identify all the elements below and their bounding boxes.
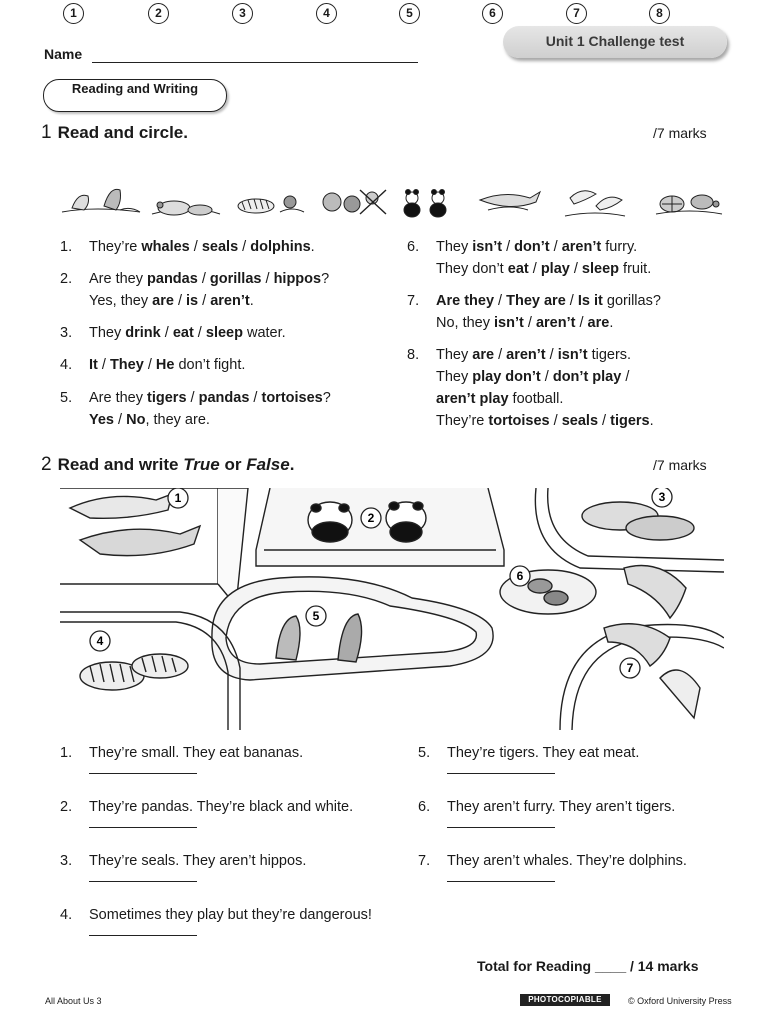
- sentence-text: /: [198, 293, 211, 309]
- sentence-text: don’t fight.: [174, 357, 246, 373]
- q2-heading: [41, 454, 294, 476]
- answer-line[interactable]: [447, 881, 555, 882]
- answer-line[interactable]: [89, 773, 197, 774]
- q1-item-line: [89, 354, 245, 376]
- sentence-text: They: [89, 325, 126, 341]
- scene-label-3-text: 3: [658, 490, 666, 504]
- choice-word[interactable]: play: [540, 261, 570, 277]
- q1-item-line: [89, 409, 331, 431]
- whales-icon: [480, 192, 540, 210]
- sentence-text: /: [545, 347, 558, 363]
- choice-word[interactable]: don’t: [514, 239, 550, 255]
- sentence-text: No, they: [436, 315, 495, 331]
- q2-title-part: or: [219, 455, 247, 474]
- scene-label-2: [361, 508, 381, 528]
- sentence-text: They don’t: [436, 261, 508, 277]
- answer-line[interactable]: [89, 881, 197, 882]
- q2-number: 2: [41, 454, 52, 475]
- q1-item-text: [89, 387, 331, 431]
- sentence-text: tigers.: [587, 347, 632, 363]
- q2-item-text: They aren’t furry. They aren’t tigers.: [447, 799, 676, 815]
- sentence-text: .: [649, 413, 654, 429]
- choice-word[interactable]: tigers: [610, 413, 650, 429]
- animal-picture-strip: [60, 178, 724, 222]
- page-circle-3[interactable]: 3: [232, 3, 253, 24]
- q1-item-line: [436, 388, 654, 410]
- sentence-text: /: [494, 293, 507, 309]
- name-input-line[interactable]: [92, 62, 418, 63]
- sentence-text: /: [186, 390, 199, 406]
- sentence-text: /: [528, 261, 541, 277]
- q1-item-text: [89, 268, 329, 312]
- choice-word[interactable]: No: [126, 412, 146, 428]
- choice-word[interactable]: Are they: [436, 293, 495, 309]
- sentence-text: They: [436, 239, 473, 255]
- sentence-text: Yes, they: [89, 293, 153, 309]
- sentence-text: /: [621, 369, 630, 385]
- sentence-text: /: [502, 239, 515, 255]
- sentence-text: .: [310, 239, 315, 255]
- choice-word[interactable]: sleep: [205, 325, 243, 341]
- choice-word[interactable]: is: [186, 293, 199, 309]
- q2-item-text: They’re pandas. They’re black and white.: [89, 799, 354, 815]
- sentence-text: ?: [322, 390, 331, 406]
- choice-word[interactable]: eat: [172, 325, 194, 341]
- page-circle-7[interactable]: 7: [566, 3, 587, 24]
- sentence-text: /: [189, 239, 202, 255]
- sentence-text: football.: [508, 391, 564, 407]
- choice-word[interactable]: are: [152, 293, 174, 309]
- choice-word[interactable]: It: [89, 357, 98, 373]
- scene-label-5: [306, 606, 326, 626]
- q1-item-number: 7.: [407, 293, 420, 309]
- choice-word[interactable]: pandas: [147, 271, 198, 287]
- choice-word[interactable]: sleep: [581, 261, 620, 277]
- sentence-text: /: [114, 412, 127, 428]
- q2-title: [58, 455, 295, 474]
- sentence-text: /: [249, 390, 262, 406]
- sentence-text: /: [575, 315, 588, 331]
- q2-item-number: 1.: [60, 745, 73, 761]
- q1-item-text: [436, 290, 661, 334]
- choice-word[interactable]: isn’t: [472, 239, 503, 255]
- answer-line[interactable]: [447, 827, 555, 828]
- q1-item-number: 4.: [60, 357, 73, 373]
- page-circle-2[interactable]: 2: [148, 3, 169, 24]
- q2-title-part: .: [289, 455, 295, 474]
- sentence-text: /: [261, 271, 274, 287]
- page-circle-6[interactable]: 6: [482, 3, 503, 24]
- choice-word[interactable]: isn’t: [557, 347, 588, 363]
- scene-label-2-text: 2: [367, 511, 375, 525]
- q2-item-number: 4.: [60, 907, 73, 923]
- scene-label-1-text: 1: [174, 491, 182, 505]
- q1-heading: [41, 122, 188, 144]
- q1-item-line: [436, 258, 651, 280]
- choice-word[interactable]: aren’t: [506, 347, 546, 363]
- hippos-icon: [152, 201, 220, 215]
- q2-item-number: 3.: [60, 853, 73, 869]
- q1-item-line: [89, 236, 315, 258]
- q2-item-text: They’re tigers. They eat meat.: [447, 745, 640, 761]
- q1-item-number: 5.: [60, 390, 73, 406]
- scene-label-4: [90, 631, 110, 651]
- q1-item-line: [89, 290, 329, 312]
- unit-badge: Unit 1 Challenge test: [503, 26, 727, 58]
- choice-word[interactable]: Is it: [577, 293, 603, 309]
- sentence-text: /: [193, 325, 206, 341]
- sentence-text: They’re: [436, 413, 489, 429]
- seals-icon: [62, 189, 140, 212]
- q1-item-line: [436, 290, 661, 312]
- q1-item-text: [89, 236, 315, 258]
- sentence-text: /: [494, 347, 507, 363]
- zoo-scene: [60, 488, 724, 730]
- choice-word[interactable]: dolphins: [250, 239, 311, 255]
- q2-title-part: Read and write: [57, 455, 184, 474]
- choice-word[interactable]: aren’t: [561, 239, 602, 255]
- q2-item-number: 7.: [418, 853, 431, 869]
- q1-item-line: [436, 312, 661, 334]
- choice-word[interactable]: gorillas: [209, 271, 262, 287]
- q2-item-number: 6.: [418, 799, 431, 815]
- q2-item-text: They aren’t whales. They’re dolphins.: [447, 853, 687, 869]
- sentence-text: .: [609, 315, 614, 331]
- q1-item-line: [436, 236, 651, 258]
- choice-word[interactable]: drink: [125, 325, 161, 341]
- q1-item-line: [89, 322, 286, 344]
- sentence-text: /: [173, 293, 187, 309]
- q1-item-number: 2.: [60, 271, 73, 287]
- q1-item-text: [89, 354, 245, 376]
- sentence-text: /: [197, 271, 210, 287]
- total-reading-marks: Total for Reading ____ / 14 marks: [477, 958, 699, 974]
- sentence-text: They: [436, 347, 473, 363]
- scene-label-7-text: 7: [626, 661, 634, 675]
- answer-line[interactable]: [89, 827, 197, 828]
- sentence-text: /: [565, 293, 578, 309]
- tortoises-icon: [656, 195, 722, 214]
- scene-label-5-text: 5: [312, 609, 320, 623]
- scene-label-6-text: 6: [516, 569, 524, 583]
- sentence-text: They: [436, 369, 473, 385]
- q1-item-line: [89, 268, 329, 290]
- photocopiable-badge: PHOTOCOPIABLE: [520, 994, 610, 1006]
- sentence-text: , they are.: [145, 412, 210, 428]
- answer-line[interactable]: [89, 935, 197, 936]
- q1-item-text: [436, 236, 651, 280]
- q2-item-text: They’re seals. They aren’t hippos.: [89, 853, 307, 869]
- choice-word[interactable]: They: [109, 357, 144, 373]
- sentence-text: ?: [321, 271, 330, 287]
- q2-title-part: True: [183, 455, 220, 474]
- page-number-circles: [63, 3, 673, 25]
- q1-item-text: [436, 344, 654, 432]
- book-title: All About Us 3: [45, 996, 102, 1006]
- choice-word[interactable]: pandas: [198, 390, 250, 406]
- name-label: Name: [44, 46, 83, 62]
- sentence-text: /: [97, 357, 110, 373]
- choice-word[interactable]: Yes: [89, 412, 114, 428]
- sentence-text: water.: [242, 325, 286, 341]
- sentence-text: furry.: [601, 239, 638, 255]
- choice-word[interactable]: hippos: [273, 271, 322, 287]
- choice-word[interactable]: tortoises: [261, 390, 323, 406]
- scene-label-4-text: 4: [96, 634, 104, 648]
- page-circle-1[interactable]: 1: [63, 3, 84, 24]
- q2-item-text: Sometimes they play but they’re dangerous!: [89, 907, 372, 923]
- sentence-text: /: [238, 239, 251, 255]
- choice-word[interactable]: tigers: [147, 390, 187, 406]
- q1-item-number: 1.: [60, 239, 73, 255]
- sentence-text: /: [549, 239, 562, 255]
- gorillas-icon: [323, 190, 386, 214]
- choice-word[interactable]: are: [587, 315, 610, 331]
- choice-word[interactable]: are: [472, 347, 495, 363]
- sentence-text: They’re: [89, 239, 142, 255]
- section-label: Reading and Writing: [43, 79, 227, 112]
- sentence-text: Are they: [89, 390, 148, 406]
- page-circle-8[interactable]: 8: [649, 3, 670, 24]
- scene-label-3: [652, 488, 672, 507]
- q1-marks: /7 marks: [653, 125, 707, 141]
- sentence-text: /: [523, 315, 536, 331]
- sentence-text: /: [540, 369, 553, 385]
- choice-word[interactable]: seals: [201, 239, 239, 255]
- choice-word[interactable]: tortoises: [488, 413, 550, 429]
- page-circle-4[interactable]: 4: [316, 3, 337, 24]
- scene-label-1: [168, 488, 188, 508]
- answer-line[interactable]: [447, 773, 555, 774]
- sentence-text: fruit.: [619, 261, 652, 277]
- choice-word[interactable]: don’t play: [552, 369, 622, 385]
- publisher-credit: © Oxford University Press: [628, 996, 732, 1006]
- dolphins-icon: [565, 191, 625, 216]
- sentence-text: /: [160, 325, 173, 341]
- tigers-icon: [238, 196, 304, 213]
- choice-word[interactable]: aren’t: [210, 293, 250, 309]
- choice-word[interactable]: They are: [506, 293, 566, 309]
- page-circle-5[interactable]: 5: [399, 3, 420, 24]
- choice-word[interactable]: eat: [507, 261, 529, 277]
- scene-label-6: [510, 566, 530, 586]
- q2-title-part: False: [246, 455, 290, 474]
- q1-item-line: [436, 344, 654, 366]
- sentence-text: /: [569, 261, 582, 277]
- q1-item-line: [436, 410, 654, 432]
- choice-word[interactable]: whales: [141, 239, 190, 255]
- q2-marks: /7 marks: [653, 457, 707, 473]
- q2-item-text: They’re small. They eat bananas.: [89, 745, 304, 761]
- q1-number: 1: [41, 122, 52, 143]
- sentence-text: gorillas?: [602, 293, 661, 309]
- choice-word[interactable]: seals: [561, 413, 599, 429]
- choice-word[interactable]: He: [155, 357, 175, 373]
- sentence-text: /: [598, 413, 611, 429]
- sentence-text: Are they: [89, 271, 148, 287]
- choice-word[interactable]: aren’t: [535, 315, 576, 331]
- choice-word[interactable]: aren’t play: [436, 391, 509, 407]
- q1-item-line: [89, 387, 331, 409]
- q1-item-number: 3.: [60, 325, 73, 341]
- sentence-text: .: [249, 293, 254, 309]
- sentence-text: /: [549, 413, 562, 429]
- q1-item-text: [89, 322, 286, 344]
- q1-title: Read and circle.: [57, 123, 188, 142]
- q1-item-line: [436, 366, 654, 388]
- q1-item-number: 8.: [407, 347, 420, 363]
- q2-item-number: 2.: [60, 799, 73, 815]
- choice-word[interactable]: play don’t: [472, 369, 541, 385]
- scene-label-7: [620, 658, 640, 678]
- pandas-icon: [404, 190, 446, 218]
- q2-item-number: 5.: [418, 745, 431, 761]
- q1-item-number: 6.: [407, 239, 420, 255]
- choice-word[interactable]: isn’t: [494, 315, 524, 331]
- sentence-text: /: [143, 357, 156, 373]
